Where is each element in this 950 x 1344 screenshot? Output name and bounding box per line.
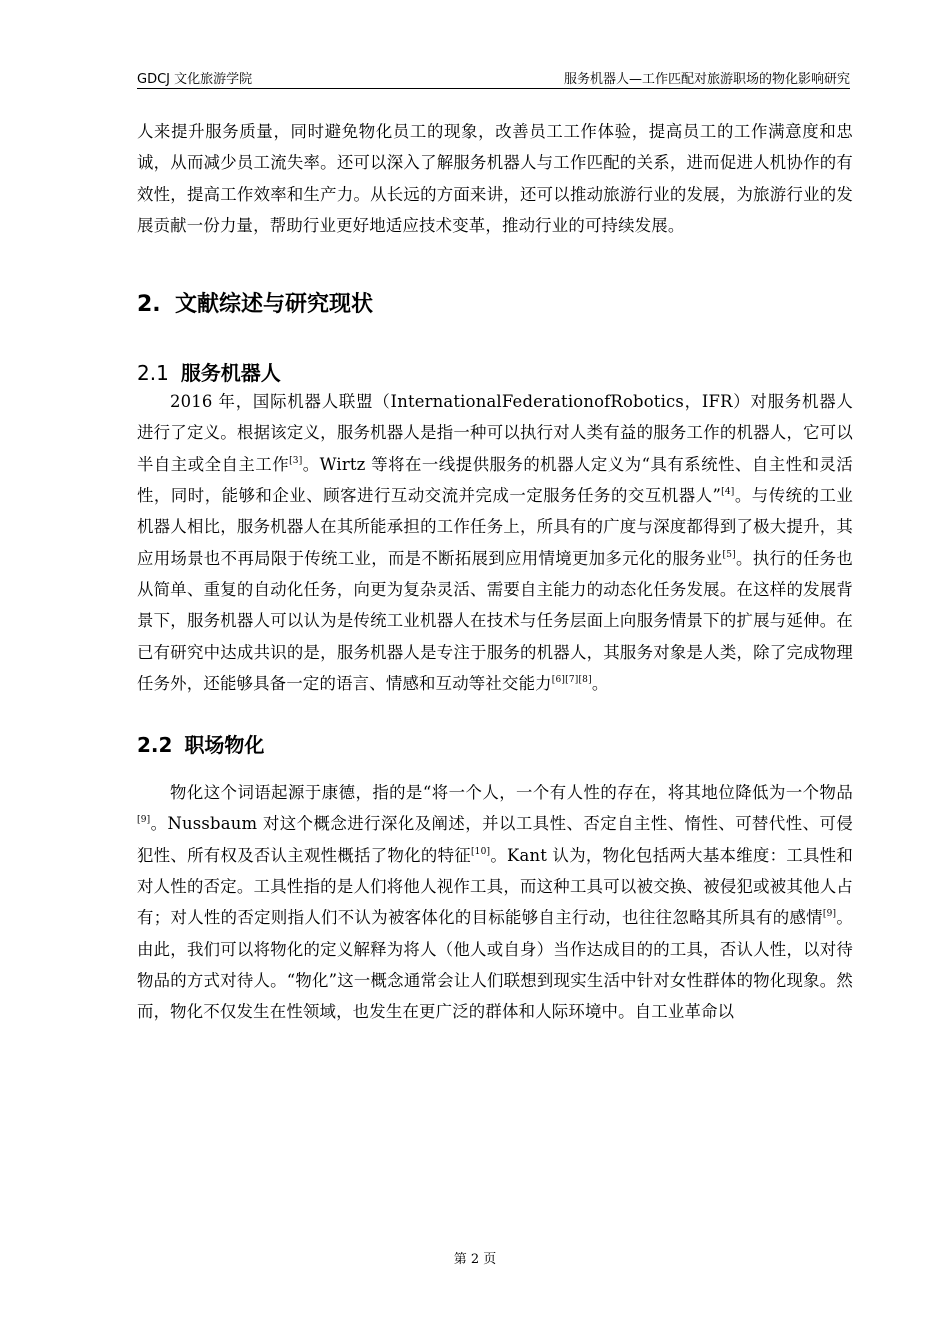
text-run: 。Kant 认为，物化包括两大基本维度：工具性和对人性的否定。工具性指的是人们将他人视作工具，而这种工具可以被交换、被侵犯或被其他人占有；对人性的否定则指人们不认为被客体化的目标能够自主行动，也往往忽略其所具有的感情 <box>137 845 853 928</box>
page-header <box>137 66 850 88</box>
text-run: 。执行的任务也从简单、重复的自动化任务，向更为复杂灵活、需要自主能力的动态化任务发展。在这样的发展背景下，服务机器人可以认为是传统工业机器人在技术与任务层面上向服务情景下的扩展与延伸。在已有研究中达成共识的是，服务机器人是专注于服务的机器人，其服务对象是人类，除了完成物理任务外，还能够具备一定的语言、情感和互动等社交能力 <box>137 548 853 693</box>
header-rule <box>137 88 850 89</box>
citation: [5] <box>722 549 736 560</box>
citation: [6][7][8] <box>551 674 592 685</box>
citation: [3] <box>289 455 303 466</box>
intro-paragraph: 人来提升服务质量，同时避免物化员工的现象，改善员工工作体验，提高员工的工作满意度和忠诚，从而减少员工流失率。还可以深入了解服务机器人与工作匹配的关系，进而促进人机协作的有效性，提高工作效率和生产力。从长远的方面来讲，还可以推动旅游行业的发展，为旅游行业的发展贡献一份力量，帮助行业更好地适应技术变革，推动行业的可持续发展。 <box>137 122 853 235</box>
section-2-2-paragraph <box>137 777 853 1027</box>
citation: [9] <box>822 909 837 920</box>
section-2-2-number: 2.2 <box>137 733 173 758</box>
text-run: 。 <box>591 673 609 693</box>
section-2-1-title: 服务机器人 <box>180 361 281 386</box>
page-body <box>137 116 853 1028</box>
section-2-heading <box>137 287 853 321</box>
section-2-1-paragraph <box>137 386 853 699</box>
text-run: 。Nussbaum 对这个概念进行深化及阐述，并以工具性、否定自主性、惰性、可替代性、可侵犯性、所有权及否认主观性概括了物化的特征 <box>137 814 853 865</box>
header-institution: GDCJ 文化旅游学院 <box>137 72 253 87</box>
section-2-number: 2. <box>137 292 161 318</box>
citation: [10] <box>470 846 491 857</box>
text-run: 物化这个词语起源于康德，指的是“将一个人，一个有人性的存在，将其地位降低为一个物品 <box>170 783 853 803</box>
header-paper-title: 服务机器人—工作匹配对旅游职场的物化影响研究 <box>563 72 850 87</box>
section-2-title: 文献综述与研究现状 <box>175 292 374 318</box>
citation: [4] <box>721 487 735 498</box>
section-2-1-number: 2.1 <box>137 361 169 386</box>
section-2-2-title: 职场物化 <box>184 733 265 758</box>
citation: [9] <box>137 815 151 826</box>
text-run: 。Wirtz 等将在一线提供服务的机器人定义为“具有系统性、自主性和灵活性，同时，能够和企业、顾客进行互动交流并完成一定服务任务的交互机器人” <box>137 454 853 506</box>
section-2-2-heading <box>137 729 853 763</box>
text-run: 2016 年，国际机器人联盟（InternationalFederationofRobotics，IFR）对服务机器人进行了定义。根据该定义，服务机器人是指一种可以执行对人类有益的服务工作的机器人，它可以半自主或全自主工作 <box>137 392 853 474</box>
text-run: 。与传统的工业机器人相比，服务机器人在其所能承担的工作任务上，所具有的广度与深度都得到了极大提升，其应用场景也不再局限于传统工业，而是不断拓展到应用情境更加多元化的服务业 <box>137 486 853 568</box>
text-run: 。由此，我们可以将物化的定义解释为将人（他人或自身）当作达成目的的工具，否认人性，以对待物品的方式对待人。“物化”这一概念通常会让人们联想到现实生活中针对女性群体的物化现象。然而，物化不仅发生在性领域，也发生在更广泛的群体和人际环境中。自工业革命以 <box>137 908 853 1022</box>
page-number: 第 2 页 <box>453 1252 497 1267</box>
